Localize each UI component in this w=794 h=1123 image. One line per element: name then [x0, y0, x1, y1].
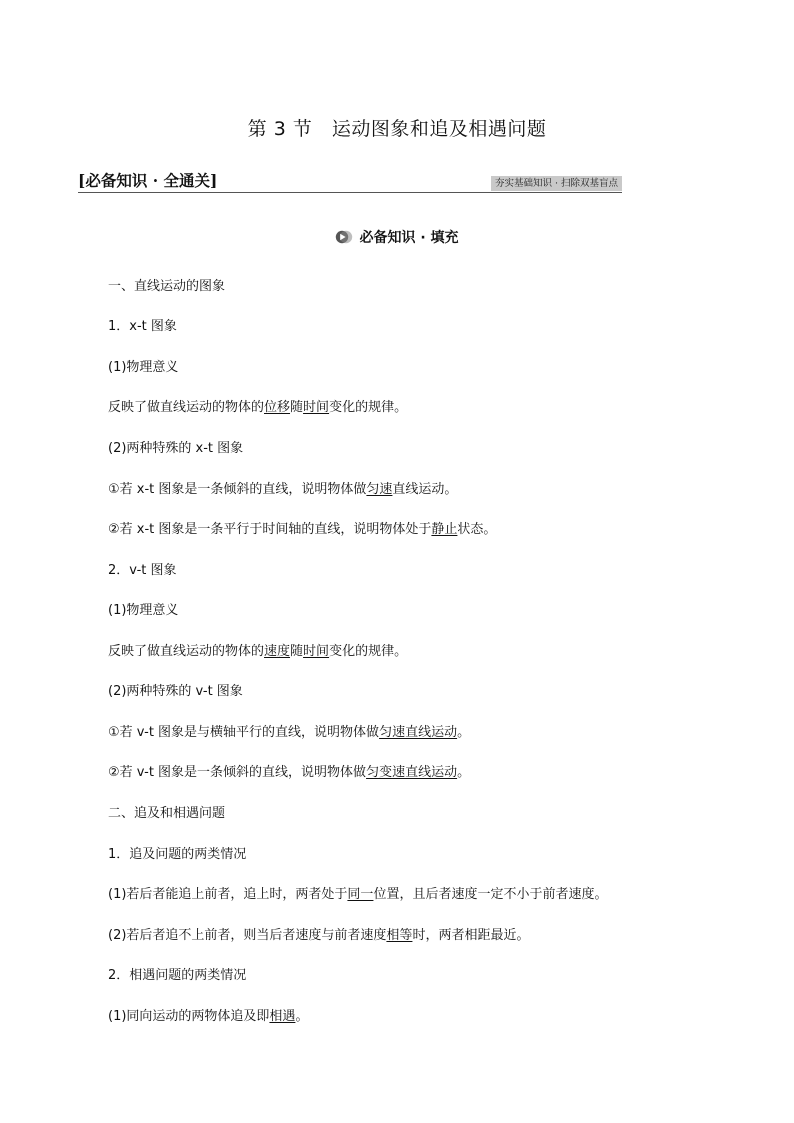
play-circle-icon [335, 230, 353, 244]
fill-blank: 时间 [303, 400, 330, 415]
fill-blank: 相遇 [269, 1009, 296, 1024]
heading-pursuit-meeting: 二、追及和相遇问题 [108, 806, 226, 821]
heading-xt-graph: 1．x-t 图象 [108, 319, 177, 334]
heading-vt-meaning: (1)物理意义 [108, 603, 179, 618]
paragraph-meeting-same-direction: (1)同向运动的两物体追及即相遇。 [108, 1009, 309, 1024]
heading-graphs: 一、直线运动的图象 [108, 279, 226, 294]
fill-blank: 静止 [431, 522, 458, 537]
subsection-heading [0, 228, 794, 248]
section-banner [78, 170, 622, 193]
fill-blank: 同一 [347, 887, 374, 902]
section-tagline: 夯实基础知识 · 扫除双基盲点 [491, 176, 622, 191]
fill-blank: 匀速直线运动 [379, 725, 458, 740]
heading-vt-special: (2)两种特殊的 v-t 图象 [108, 684, 243, 699]
heading-vt-graph: 2．v-t 图象 [108, 563, 177, 578]
paragraph-xt-horizontal: ②若 x-t 图象是一条平行于时间轴的直线，说明物体处于静止状态。 [108, 522, 497, 537]
fill-blank: 相等 [386, 928, 413, 943]
heading-xt-meaning: (1)物理意义 [108, 360, 179, 375]
section-heading: [必备知识 · 全通关] [78, 171, 218, 190]
heading-pursuit-cases: 1．追及问题的两类情况 [108, 847, 247, 862]
paragraph-xt-meaning: 反映了做直线运动的物体的位移随时间变化的规律。 [108, 400, 408, 415]
subsection-label: 必备知识 · 填充 [359, 230, 459, 246]
fill-blank: 匀速 [366, 482, 393, 497]
fill-blank: 位移 [264, 400, 291, 415]
paragraph-pursuit-catch: (1)若后者能追上前者，追上时，两者处于同一位置，且后者速度一定不小于前者速度。 [108, 887, 608, 902]
heading-meeting-cases: 2．相遇问题的两类情况 [108, 968, 247, 983]
paragraph-vt-inclined: ②若 v-t 图象是一条倾斜的直线，说明物体做匀变速直线运动。 [108, 765, 471, 780]
paragraph-vt-horizontal: ①若 v-t 图象是与横轴平行的直线，说明物体做匀速直线运动。 [108, 725, 471, 740]
paragraph-pursuit-nocatch: (2)若后者追不上前者，则当后者速度与前者速度相等时，两者相距最近。 [108, 928, 530, 943]
fill-blank: 时间 [303, 644, 330, 659]
paragraph-vt-meaning: 反映了做直线运动的物体的速度随时间变化的规律。 [108, 644, 408, 659]
fill-blank: 速度 [264, 644, 291, 659]
page-title: 第 3 节 运动图象和追及相遇问题 [247, 118, 547, 140]
fill-blank: 匀变速直线运动 [366, 765, 458, 780]
paragraph-xt-inclined: ①若 x-t 图象是一条倾斜的直线，说明物体做匀速直线运动。 [108, 482, 458, 497]
heading-xt-special: (2)两种特殊的 x-t 图象 [108, 441, 244, 456]
